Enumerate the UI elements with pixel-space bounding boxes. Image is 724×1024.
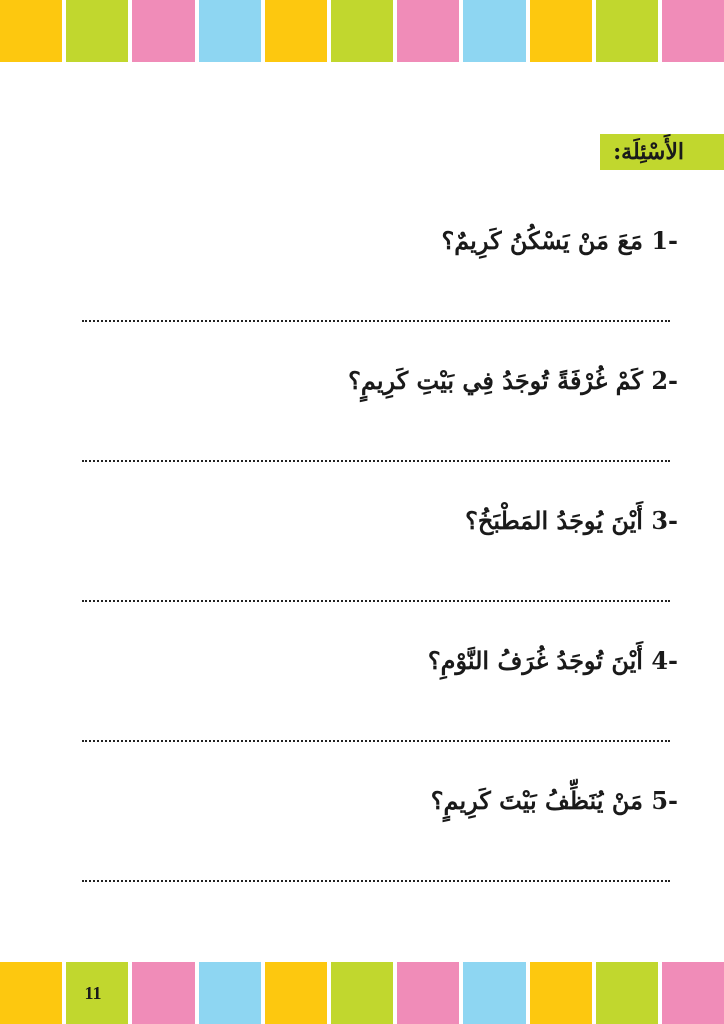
question-number: 5- — [651, 786, 678, 815]
stripe-block — [0, 0, 62, 62]
stripe-block — [662, 962, 724, 1024]
top-color-stripe — [0, 0, 724, 62]
stripe-block — [265, 0, 327, 62]
question-text: أَيْنَ يُوجَدُ المَطْبَخُ؟ — [465, 506, 643, 535]
stripe-block — [199, 962, 261, 1024]
answer-line-1[interactable] — [82, 320, 670, 322]
question-1 — [58, 226, 678, 255]
questions-heading — [600, 134, 724, 170]
question-number: 1- — [651, 226, 678, 255]
answer-line-2[interactable] — [82, 460, 670, 462]
question-5 — [58, 786, 678, 815]
stripe-block — [0, 962, 62, 1024]
question-text: مَنْ يُنَظِّفُ بَيْتَ كَرِيمٍ؟ — [430, 786, 643, 815]
stripe-block — [66, 0, 128, 62]
question-2 — [58, 366, 678, 395]
page-number: 11 — [84, 982, 102, 1003]
stripe-block — [596, 0, 658, 62]
question-number: 2- — [651, 366, 678, 395]
answer-line-5[interactable] — [82, 880, 670, 882]
answer-line-3[interactable] — [82, 600, 670, 602]
question-3 — [58, 506, 678, 535]
stripe-block — [397, 0, 459, 62]
stripe-block — [662, 0, 724, 62]
stripe-block — [132, 962, 194, 1024]
question-number: 4- — [651, 646, 678, 675]
question-text: مَعَ مَنْ يَسْكُنُ كَرِيمٌ؟ — [441, 226, 643, 255]
stripe-block — [530, 962, 592, 1024]
question-text: كَمْ غُرْفَةً تُوجَدُ فِي بَيْتِ كَرِيمٍ؟ — [348, 366, 643, 395]
questions-heading-text: الأَسْئِلَة: — [613, 139, 684, 165]
stripe-block — [596, 962, 658, 1024]
question-text: أَيْنَ تُوجَدُ غُرَفُ النَّوْمِ؟ — [427, 646, 643, 675]
stripe-block — [463, 0, 525, 62]
answer-line-4[interactable] — [82, 740, 670, 742]
stripe-block — [199, 0, 261, 62]
stripe-block — [530, 0, 592, 62]
stripe-block — [265, 962, 327, 1024]
stripe-block — [397, 962, 459, 1024]
question-number: 3- — [651, 506, 678, 535]
stripe-block — [331, 0, 393, 62]
stripe-block — [463, 962, 525, 1024]
stripe-block — [132, 0, 194, 62]
question-4 — [58, 646, 678, 675]
stripe-block — [331, 962, 393, 1024]
